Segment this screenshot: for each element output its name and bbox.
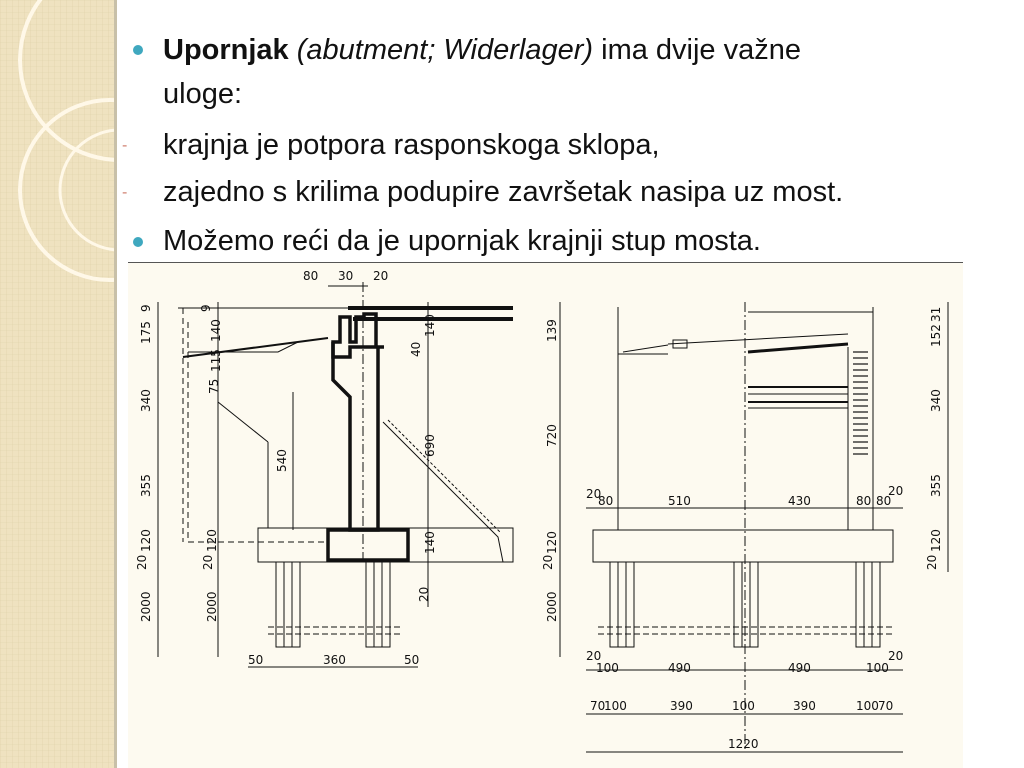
dim-label: 340 <box>929 389 943 412</box>
dim-label: 100 <box>856 699 879 713</box>
dim-label: 100 <box>732 699 755 713</box>
dim-label: 2000 <box>205 591 219 622</box>
dim-label: 490 <box>788 661 811 675</box>
dim-label: 20 <box>417 586 431 602</box>
term-upornjak: Upornjak <box>163 34 289 66</box>
decorative-side-panel <box>0 0 114 768</box>
dim-label: 360 <box>323 653 346 667</box>
abutment-cross-sections <box>128 262 963 768</box>
dim-label: 20 <box>541 554 555 570</box>
dash-1: - <box>122 137 128 154</box>
left-dimension-labels <box>135 269 437 667</box>
dim-label: 100 <box>604 699 627 713</box>
dim-label: 80 <box>303 269 319 283</box>
dim-label: 2000 <box>545 591 559 622</box>
bullet-1 <box>163 33 801 67</box>
dim-label: 120 <box>929 529 943 552</box>
dim-label: 140 <box>209 319 223 342</box>
dim-label: 120 <box>545 531 559 554</box>
dim-label: 50 <box>404 653 420 667</box>
dim-label: 40 <box>409 341 423 357</box>
panel-divider <box>114 0 117 768</box>
dim-label: 20 <box>201 554 215 570</box>
dim-label: 80 <box>876 494 892 508</box>
dim-label: 9 <box>139 304 153 312</box>
dim-label: 139 <box>545 319 559 342</box>
bullet-1-rest: ima dvije važne <box>601 34 801 66</box>
dim-label: 140 <box>423 531 437 554</box>
dim-label: 355 <box>929 474 943 497</box>
dim-label: 540 <box>275 449 289 472</box>
dim-label: 340 <box>139 389 153 412</box>
dim-label: 510 <box>668 494 691 508</box>
dim-label: 20 <box>373 269 389 283</box>
dim-label: 30 <box>338 269 354 283</box>
dim-label: 70 <box>590 699 606 713</box>
dim-label: 115 <box>209 349 223 372</box>
dim-label: 80 <box>856 494 872 508</box>
bullet-2: Možemo reći da je upornjak krajnji stup mosta. <box>163 225 761 257</box>
dim-label: 50 <box>248 653 264 667</box>
decorative-circles <box>0 0 114 768</box>
dim-label: 20 <box>586 649 602 663</box>
dim-label: 20 <box>888 649 904 663</box>
dim-label: 120 <box>139 529 153 552</box>
dim-label: 120 <box>205 529 219 552</box>
bullet-dot <box>133 237 143 247</box>
abutment-drawing <box>128 262 963 768</box>
bullet-1-continuation: uloge: <box>163 78 243 110</box>
term-translation: (abutment; Widerlager) <box>296 34 594 66</box>
bullet-dot <box>133 45 143 55</box>
dim-label: 720 <box>545 424 559 447</box>
dim-label: 9 <box>199 304 213 312</box>
dash-item-2: zajedno s krilima podupire završetak nasipa uz most. <box>163 176 844 208</box>
dim-label: 80 <box>598 494 614 508</box>
dim-label: 20 <box>925 554 939 570</box>
dim-label: 1220 <box>728 737 759 751</box>
dash-2: - <box>122 184 128 201</box>
dim-label: 152 <box>929 324 943 347</box>
dim-label: 20 <box>135 554 149 570</box>
dim-label: 31 <box>929 306 943 322</box>
dim-label: 430 <box>788 494 811 508</box>
dim-label: 690 <box>423 434 437 457</box>
dim-label: 75 <box>207 378 221 394</box>
dim-label: 100 <box>596 661 619 675</box>
dim-label: 390 <box>793 699 816 713</box>
right-dimension-labels <box>541 307 943 751</box>
dim-label: 2000 <box>139 591 153 622</box>
dim-label: 70 <box>878 699 894 713</box>
dim-label: 490 <box>668 661 691 675</box>
dim-label: 140 <box>423 314 437 337</box>
dash-item-1: krajnja je potpora rasponskoga sklopa, <box>163 129 660 161</box>
dim-label: 100 <box>866 661 889 675</box>
dim-label: 20 <box>888 484 904 498</box>
right-section <box>560 302 948 752</box>
dim-label: 390 <box>670 699 693 713</box>
dim-label: 355 <box>139 474 153 497</box>
dim-label: 175 <box>139 321 153 344</box>
dim-label: 20 <box>586 487 602 501</box>
